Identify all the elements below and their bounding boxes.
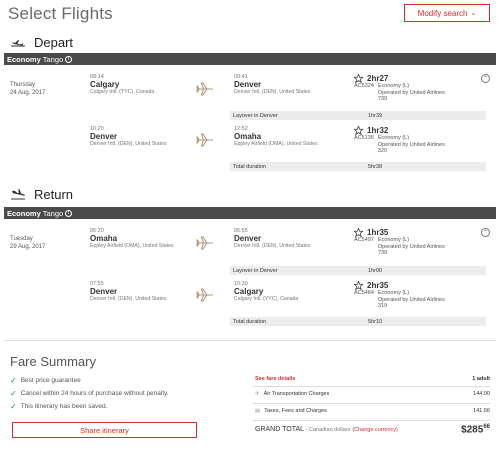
operated-by: Operated by United Airlines <box>377 243 445 250</box>
total-duration-time: 5hr10 <box>368 318 383 325</box>
page-title: Select Flights <box>8 4 113 23</box>
check-label: Best price guarantee <box>20 377 81 384</box>
check-item <box>10 376 81 385</box>
dep-city: Denver <box>90 132 118 141</box>
modify-search-button[interactable] <box>404 4 490 22</box>
dep-city: Omaha <box>90 234 118 243</box>
check-icon: ✓ <box>10 402 17 411</box>
check-item <box>10 389 169 398</box>
dep-airport: Denver Intl. (DEN), United States <box>90 141 167 147</box>
date-value: 29 Aug, 2017 <box>10 244 46 250</box>
layover-time: 1hr00 <box>368 267 383 274</box>
charge-value: 144.00 <box>473 391 490 397</box>
cabin-info: Economy (L) <box>377 290 410 296</box>
grand-total-text: GRAND TOTAL <box>255 426 304 433</box>
segment-arrival <box>234 228 344 250</box>
dep-time: 07:55 <box>90 281 104 287</box>
check-item <box>10 402 107 411</box>
airplane-icon: ✈ <box>255 391 260 397</box>
dep-airport: Calgary Intl. (YYC), Canada <box>90 89 155 95</box>
operated-by: Operated by United Airlines <box>377 296 445 303</box>
total-cents: 66 <box>483 424 490 430</box>
info-icon[interactable]: i <box>65 210 72 217</box>
date-day: Thursday <box>10 82 36 88</box>
collapse-icon[interactable]: ⌃ <box>482 76 489 82</box>
depart-label: Depart <box>34 34 74 50</box>
segment-departure <box>90 126 185 148</box>
charge-value: 141.66 <box>473 408 490 414</box>
duration: 1hr35 <box>367 228 389 237</box>
cabin-info: Economy (L) <box>377 135 410 141</box>
arr-city: Denver <box>234 234 262 243</box>
date-value: 24 Aug, 2017 <box>10 90 46 96</box>
segment-details <box>354 281 464 310</box>
star-alliance-icon <box>354 126 363 135</box>
arr-airport: Eppley Airfield (OMA), United States <box>234 141 318 147</box>
check-label: Cancel within 24 hours of purchase without penalty. <box>20 390 169 397</box>
plane-landing-icon <box>10 188 26 200</box>
total-duration-label: Total duration <box>233 318 267 325</box>
change-currency-link[interactable]: (Change currency) <box>352 427 398 433</box>
total-duration-label: Total duration <box>233 163 267 170</box>
depart-date <box>10 81 45 97</box>
aircraft: 739 <box>377 250 388 256</box>
grand-total-label <box>255 426 398 433</box>
divider <box>253 420 490 421</box>
grand-total-amount <box>461 424 490 435</box>
star-alliance-icon <box>354 74 363 83</box>
fare-details-link[interactable]: See fare details <box>255 376 296 382</box>
currency-note: - Canadian dollars <box>305 427 351 433</box>
cabin-info: Economy (L) <box>377 237 410 243</box>
segment-arrival <box>234 281 344 303</box>
share-itinerary-button[interactable]: Share itinerary <box>12 422 197 438</box>
flight-number[interactable]: AC5136 <box>354 135 374 141</box>
cabin-class: Economy <box>7 208 41 218</box>
dep-airport: Eppley Airfield (OMA), United States <box>90 243 174 249</box>
star-alliance-icon <box>354 228 363 237</box>
aircraft: 739 <box>377 96 388 102</box>
dep-city: Denver <box>90 287 118 296</box>
depart-heading <box>10 32 73 52</box>
segment-arrival <box>234 126 344 148</box>
return-date <box>10 235 45 251</box>
flight-number[interactable]: AC5484 <box>354 290 374 296</box>
fare-brand: Tango <box>42 54 64 64</box>
arr-airport: Denver Intl. (DEN), United States <box>234 243 311 249</box>
duration: 2hr35 <box>367 281 389 290</box>
operated-by: Operated by United Airlines <box>377 141 445 148</box>
charge-label: Taxes, Fees and Charges <box>264 408 327 414</box>
arr-city: Denver <box>234 80 262 89</box>
flight-number[interactable]: AC5497 <box>354 237 374 243</box>
receipt-icon: ▤ <box>255 408 261 414</box>
total-duration-row <box>230 162 486 171</box>
total-duration-time: 5hr38 <box>368 163 383 170</box>
check-icon: ✓ <box>10 376 17 385</box>
plane-icon <box>196 288 214 306</box>
duration: 1hr32 <box>367 126 389 135</box>
plane-takeoff-icon <box>10 36 26 48</box>
layover-label: Layover in Denver <box>233 267 278 274</box>
collapse-icon[interactable]: ⌃ <box>482 230 489 236</box>
return-heading <box>10 184 73 204</box>
aircraft: 320 <box>377 148 388 154</box>
arr-airport: Calgary Intl. (YYC), Canada <box>234 296 299 302</box>
total-duration-row <box>230 317 486 326</box>
segment-departure <box>90 228 185 250</box>
dep-time: 10:20 <box>90 126 104 132</box>
arr-time: 12:52 <box>234 126 248 132</box>
plane-icon <box>196 82 214 100</box>
chevron-down-icon: ⌄ <box>470 10 477 17</box>
fare-summary-title: Fare Summary <box>10 354 96 369</box>
layover-time: 1hr39 <box>368 112 383 119</box>
plane-icon <box>196 133 214 151</box>
total-dollars: $285 <box>461 424 484 436</box>
info-icon[interactable]: i <box>65 56 72 63</box>
operated-by: Operated by United Airlines <box>377 89 445 96</box>
segment-arrival <box>234 74 344 96</box>
depart-cabin-bar <box>4 53 496 65</box>
segment-details <box>354 74 464 103</box>
segment-details <box>354 126 464 155</box>
arr-city: Calgary <box>234 287 264 296</box>
divider <box>253 403 490 404</box>
arr-time: 10:30 <box>234 281 248 287</box>
star-alliance-icon <box>354 281 363 290</box>
dep-city: Calgary <box>90 80 120 89</box>
flight-number[interactable]: AC5324 <box>354 83 374 89</box>
charge-row <box>255 391 490 397</box>
check-icon: ✓ <box>10 389 17 398</box>
cabin-class: Economy <box>7 54 41 64</box>
charge-row <box>255 408 490 414</box>
return-cabin-bar <box>4 207 496 219</box>
arr-airport: Denver Intl. (DEN), United States <box>234 89 311 95</box>
plane-icon <box>196 236 214 254</box>
date-day: Tuesday <box>10 236 33 242</box>
segment-details <box>354 228 464 257</box>
return-label: Return <box>34 186 74 202</box>
fare-brand: Tango <box>42 208 64 218</box>
arr-city: Omaha <box>234 132 262 141</box>
dep-time: 08:14 <box>90 74 104 80</box>
dep-time: 06:20 <box>90 228 104 234</box>
layover-label: Layover in Denver <box>233 112 278 119</box>
layover-row <box>230 266 486 275</box>
segment-departure <box>90 281 185 303</box>
modify-search-label: Modify search <box>417 8 468 18</box>
check-label: This itinerary has been saved. <box>20 403 108 410</box>
arr-time: 06:55 <box>234 228 248 234</box>
layover-row <box>230 111 486 120</box>
aircraft: 319 <box>377 303 388 309</box>
divider <box>4 340 496 341</box>
passenger-count: 1 adult <box>472 376 490 382</box>
segment-departure <box>90 74 185 96</box>
divider <box>253 386 490 387</box>
charge-label: Air Transportation Charges <box>263 391 330 397</box>
arr-time: 09:41 <box>234 74 248 80</box>
dep-airport: Denver Intl. (DEN), United States <box>90 296 167 302</box>
duration: 2hr27 <box>367 74 389 83</box>
cabin-info: Economy (L) <box>377 83 410 89</box>
